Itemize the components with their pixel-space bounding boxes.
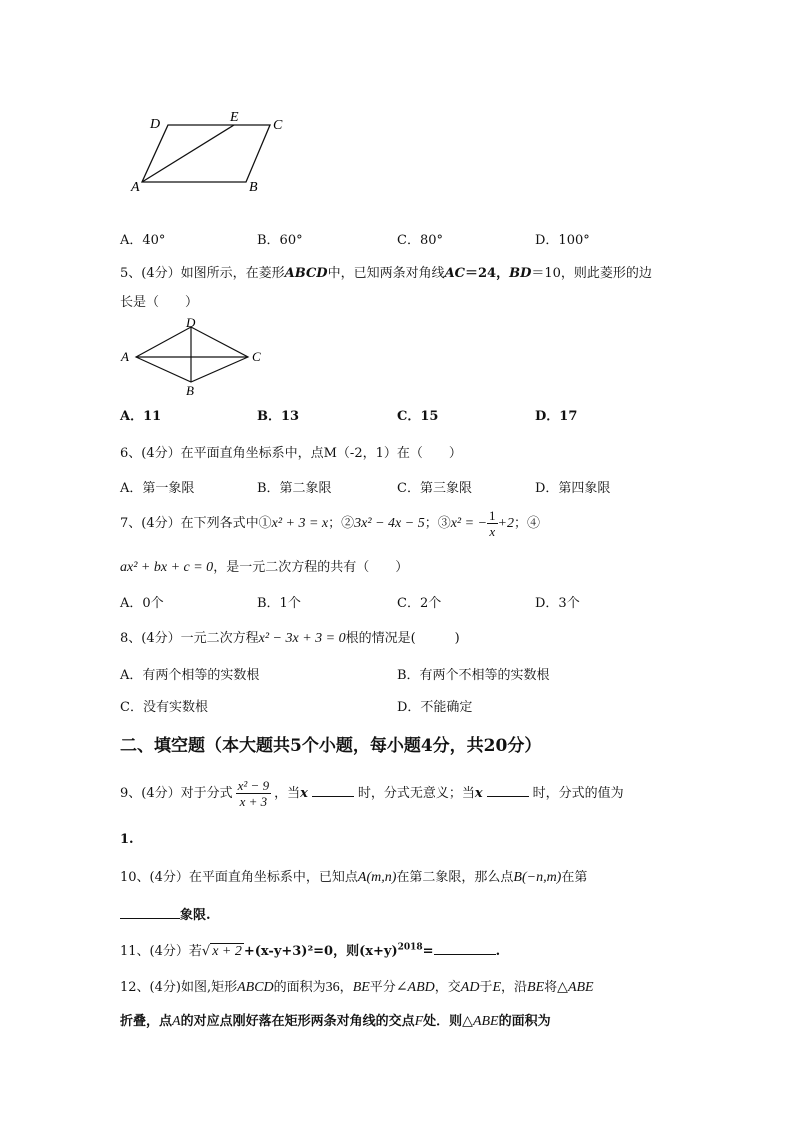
q5-text: 5、(4分）如图所示，在菱形ABCD中，已知两条对角线AC＝24，BD＝10，则此菱形的边 (120, 266, 652, 281)
q5-option-a: A．11 (120, 409, 162, 424)
q5-option-d: D．17 (535, 409, 578, 424)
q7-fraction: $\frac{1}{x}$ (489, 508, 496, 539)
q7-option-b: B．1个 (257, 596, 301, 611)
label-a: A (131, 180, 140, 195)
label-c: C (252, 349, 261, 364)
parallelogram-figure (120, 105, 300, 197)
q9-text-line2: 1. (120, 832, 134, 847)
label-e: E (230, 110, 239, 125)
q7-option-c: C．2个 (397, 596, 442, 611)
q8-option-b: B．有两个不相等的实数根 (397, 668, 550, 683)
q10-text: 10、(4分）在平面直角坐标系中，已知点A(m,n)在第二象限，那么点B(−n,m)在第 (120, 870, 588, 885)
q6-text: 6、(4分）在平面直角坐标系中，点M（-2，1）在（ ） (120, 446, 462, 461)
q7-text: 7、(4分）在下列各式中①x² + 3 = x；②3x² − 4x − 5；③x² = − $\frac{1}{x}$ +2；④ (120, 508, 540, 539)
q9-blank-2[interactable] (487, 795, 529, 797)
q6-option-b: B．第二象限 (257, 481, 332, 496)
q4-option-d: D．100° (535, 233, 590, 248)
label-b: B (186, 383, 194, 397)
label-b: B (249, 180, 258, 195)
label-d: D (150, 117, 161, 132)
q9-text: 9、(4分）对于分式 $\frac{\text{x² − 9}}{x + 3}$ ，当x 时，分式无意义；当x 时，分式的值为 (120, 778, 624, 809)
q5-text-line2: 长是（ ） (120, 295, 199, 310)
q6-option-d: D．第四象限 (535, 481, 611, 496)
q8-text: 8、(4分）一元二次方程x² − 3x + 3 = 0根的情况是( ) (120, 631, 460, 646)
q4-option-b: B．60° (257, 233, 303, 248)
q10-text-line2: 象限. (120, 904, 211, 923)
q6-option-c: C．第三象限 (397, 481, 472, 496)
q11-text: 11、(4分）若√ x + 2 +(x-y+3)²=0，则$(x+y)^{2018}=$ . (120, 942, 501, 959)
label-c: C (273, 118, 283, 133)
q5-option-c: C．15 (397, 409, 439, 424)
q7-option-a: A．0个 (120, 596, 164, 611)
q7-option-d: D．3个 (535, 596, 580, 611)
section-heading: 二、填空题（本大题共5个小题，每小题4分，共20分） (120, 736, 542, 756)
q6-option-a: A．第一象限 (120, 481, 195, 496)
q12-text-line2: 折叠，点A的对应点刚好落在矩形两条对角线的交点F处．则△ABE的面积为 (120, 1014, 551, 1029)
label-a: A (121, 349, 129, 364)
q9-blank-1[interactable] (312, 795, 354, 797)
q11-blank[interactable] (434, 953, 496, 955)
q10-blank[interactable] (120, 917, 180, 919)
q9-fraction: $\frac{\text{x² − 9}}{x + 3}$ (237, 778, 270, 809)
q8-option-c: C．没有实数根 (120, 700, 208, 715)
label-d: D (186, 315, 196, 330)
q4-option-c: C．80° (397, 233, 443, 248)
q5-option-b: B．13 (257, 409, 300, 424)
sqrt-icon: √ (201, 944, 211, 959)
rhombus-figure (118, 315, 268, 397)
q12-text: 12、(4分)如图,矩形ABCD的面积为36，BE平分∠ABD，交AD于E，沿BE将△ABE (120, 980, 594, 995)
q7-text-line2: ax² + bx + c = 0，是一元二次方程的共有（ ） (120, 560, 409, 575)
q8-option-a: A．有两个相等的实数根 (120, 668, 260, 683)
q4-option-a: A．40° (120, 233, 166, 248)
q8-option-d: D．不能确定 (397, 700, 473, 715)
